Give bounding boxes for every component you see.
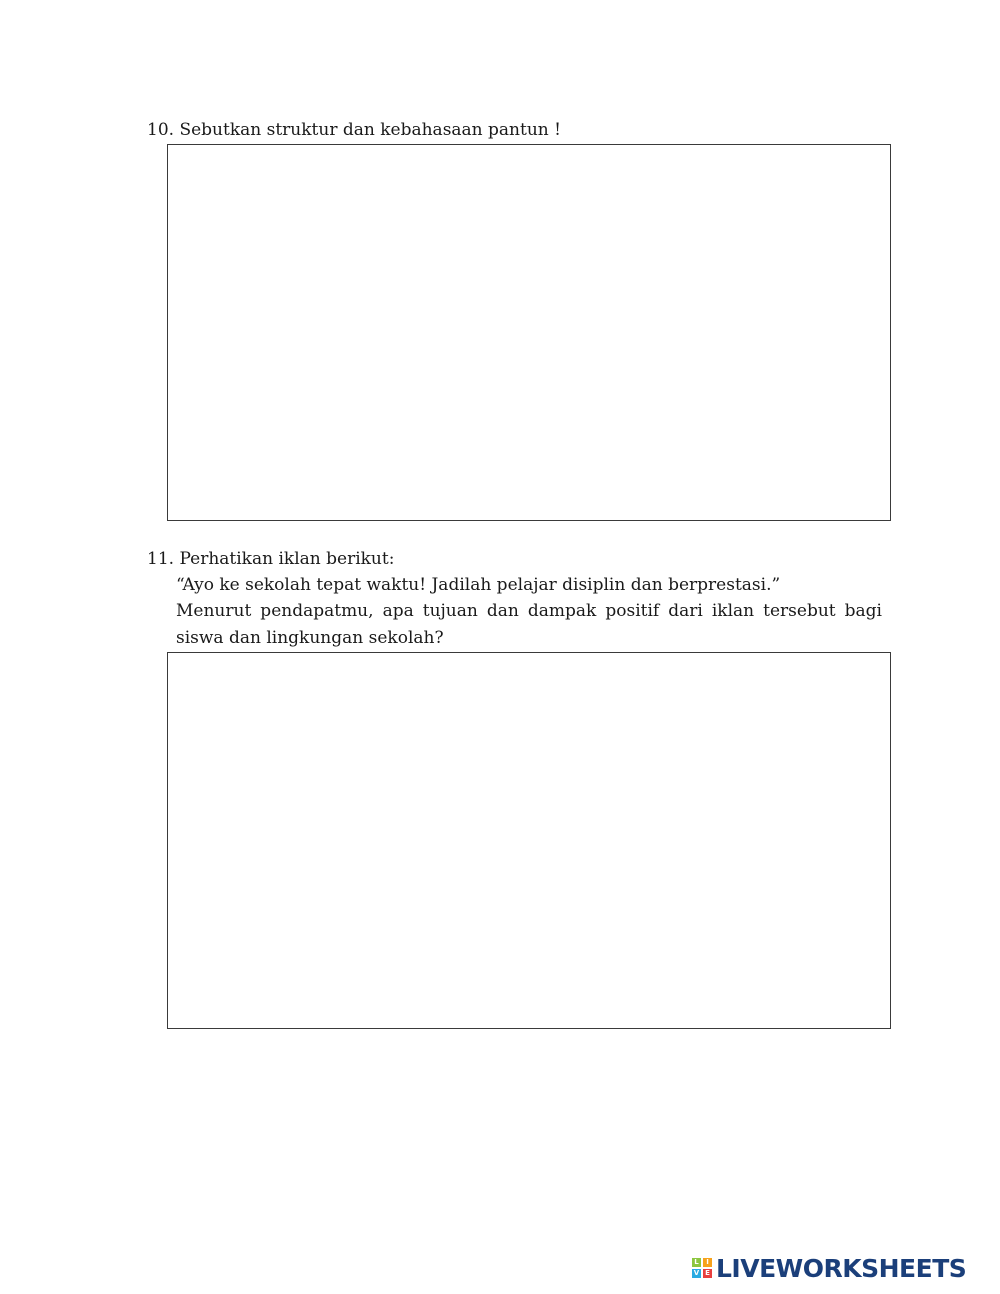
logo-mark-letter: E <box>703 1269 712 1278</box>
advertisement-quote: “Ayo ke sekolah tepat waktu! Jadilah pelajar disiplin dan berprestasi.” <box>176 575 781 595</box>
question-text: Perhatikan iklan berikut: <box>179 549 395 569</box>
question-number: 10. <box>147 120 175 140</box>
question-number: 11. <box>147 549 175 569</box>
answer-box-11[interactable] <box>167 652 891 1029</box>
question-11-prompt <box>147 546 394 572</box>
logo-mark-icon <box>692 1258 712 1278</box>
logo-mark-letter: I <box>703 1258 712 1267</box>
question-10-prompt <box>147 117 561 143</box>
answer-box-10[interactable] <box>167 144 891 521</box>
question-text: Sebutkan struktur dan kebahasaan pantun ! <box>179 120 561 140</box>
liveworksheets-logo <box>692 1252 966 1284</box>
logo-text: LIVEWORKSHEETS <box>716 1253 967 1283</box>
question-11-followup: Menurut pendapatmu, apa tujuan dan dampak positif dari iklan tersebut bagi siswa dan lingkungan sekolah? <box>176 601 882 648</box>
logo-mark-letter: L <box>692 1258 701 1267</box>
logo-mark-letter: V <box>693 1269 700 1277</box>
